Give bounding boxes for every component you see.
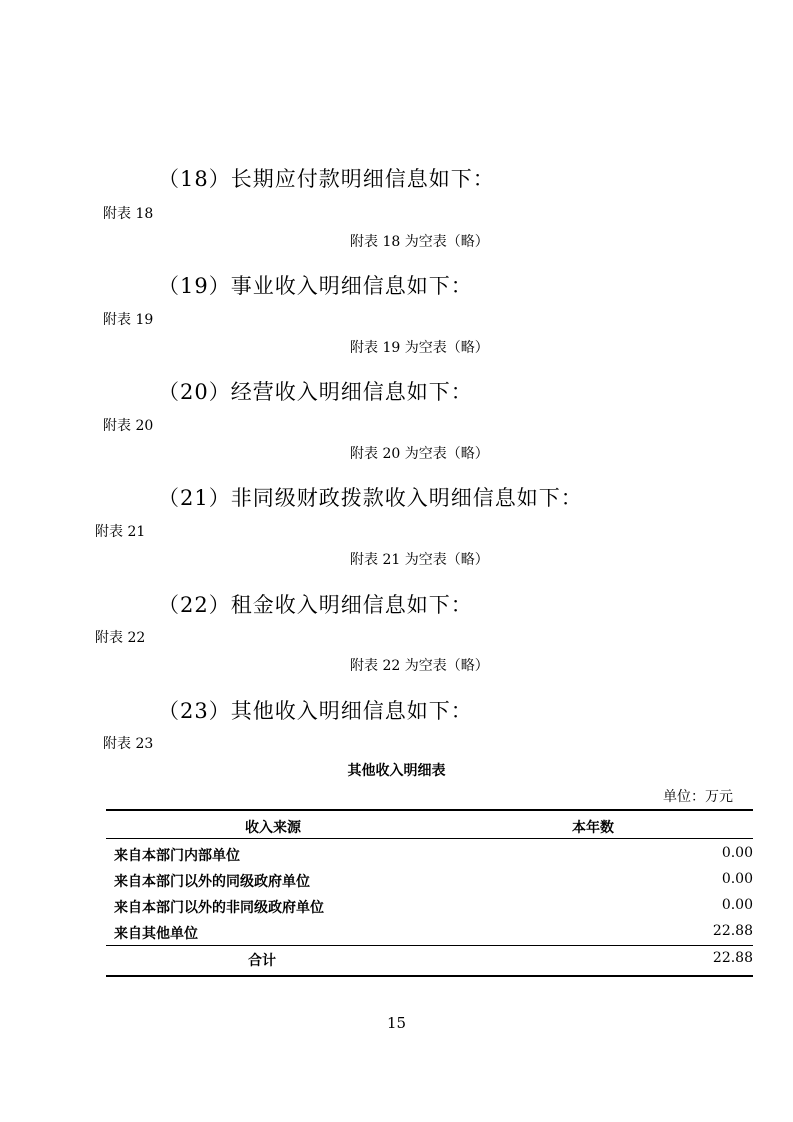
table-row-amount: 0.00: [721, 871, 753, 887]
empty-table-note-19: 附表 19 为空表（略）: [350, 340, 489, 356]
table-top-rule: [106, 809, 753, 811]
section-heading-18: （18）长期应付款明细信息如下：: [158, 167, 495, 191]
table-row-source: 来自其他单位: [114, 926, 198, 942]
table-row-source: 来自本部门以外的非同级政府单位: [114, 900, 324, 916]
attachment-label-18: 附表 18: [103, 206, 154, 222]
empty-table-note-22: 附表 22 为空表（略）: [350, 658, 489, 674]
table-row-source: 来自本部门以外的同级政府单位: [114, 874, 310, 890]
attachment-label-19: 附表 19: [103, 312, 154, 328]
attachment-label-23: 附表 23: [103, 736, 154, 752]
attachment-label-22: 附表 22: [95, 630, 146, 646]
table-bottom-rule: [106, 975, 753, 977]
header-source: 收入来源: [245, 820, 301, 836]
table-total-rule: [106, 945, 753, 946]
table-title: 其他收入明细表: [347, 763, 446, 779]
table-row-amount: 0.00: [721, 845, 753, 861]
section-heading-19: （19）事业收入明细信息如下：: [158, 274, 473, 298]
section-heading-23: （23）其他收入明细信息如下：: [158, 699, 473, 723]
total-label: 合计: [248, 953, 276, 969]
section-heading-21: （21）非同级财政拨款收入明细信息如下：: [158, 486, 583, 510]
table-row-amount: 0.00: [721, 897, 753, 913]
table-header-rule: [106, 838, 753, 839]
unit-label: 单位：万元: [663, 789, 733, 805]
total-amount: 22.88: [712, 950, 753, 966]
section-heading-20: （20）经营收入明细信息如下：: [158, 380, 473, 404]
attachment-label-20: 附表 20: [103, 418, 154, 434]
empty-table-note-21: 附表 21 为空表（略）: [350, 552, 489, 568]
empty-table-note-18: 附表 18 为空表（略）: [350, 234, 489, 250]
attachment-label-21: 附表 21: [95, 524, 146, 540]
table-row-source: 来自本部门内部单位: [114, 848, 240, 864]
empty-table-note-20: 附表 20 为空表（略）: [350, 446, 489, 462]
section-heading-22: （22）租金收入明细信息如下：: [158, 593, 473, 617]
header-amount: 本年数: [572, 820, 614, 836]
page-number: 15: [386, 1014, 407, 1032]
table-row-amount: 22.88: [712, 923, 753, 939]
